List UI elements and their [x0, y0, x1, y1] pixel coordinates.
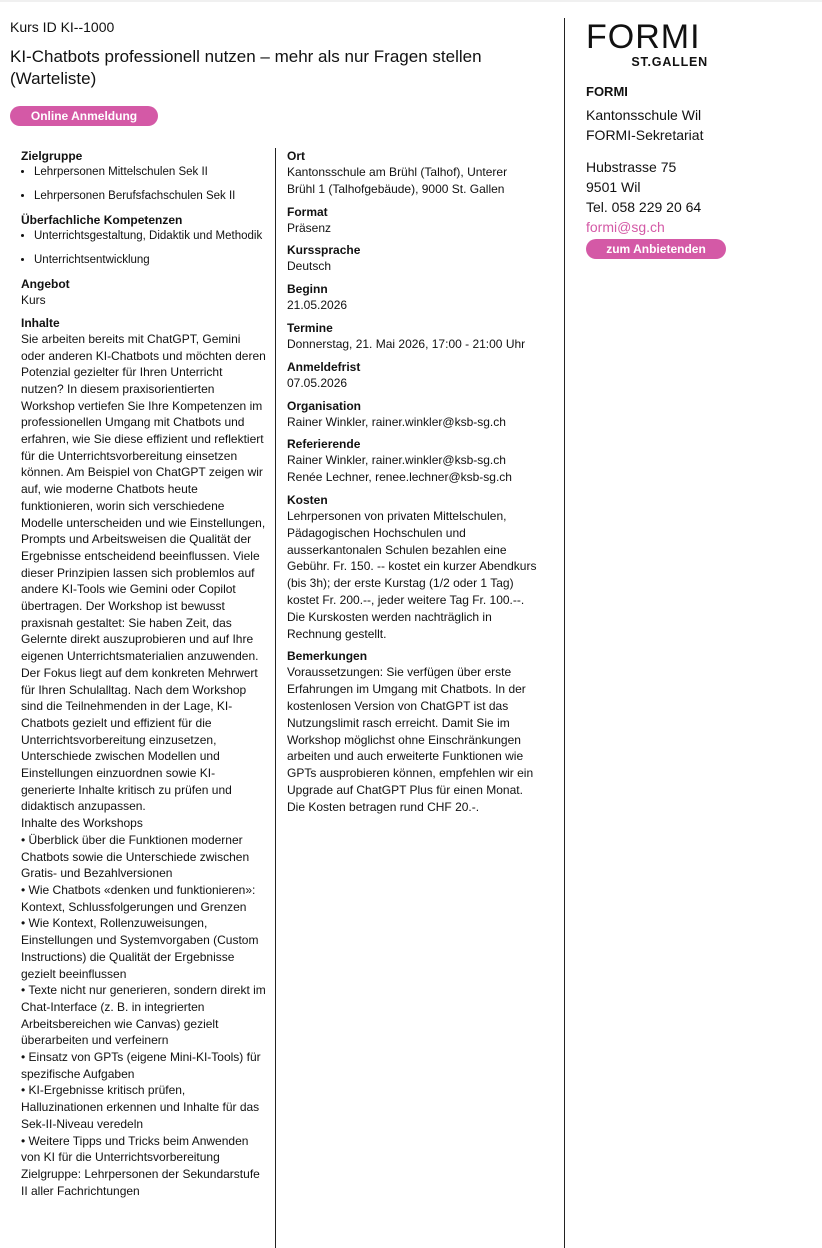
speakers-label: Referierende	[287, 437, 361, 452]
competences-list	[21, 228, 267, 268]
start-label: Beginn	[287, 282, 328, 297]
speaker-item: Rainer Winkler, rainer.winkler@ksb-sg.ch	[287, 453, 506, 468]
dates-label: Termine	[287, 320, 333, 335]
right-column	[287, 148, 537, 822]
online-registration-button[interactable]: Online Anmeldung	[10, 106, 158, 126]
course-details	[10, 148, 562, 1248]
content-intro: Sie arbeiten bereits mit ChatGPT, Gemini oder anderen KI-Chatbots und möchten deren Potenzial gezielter für Ihren Unterricht nutzen? In diesem praxisorientierten Workshop vertiefen Sie Ihre Kompetenzen im professionellen Umgang mit Chatbots und erfahren, wie Sie diese effizient und reflektiert für die Unterrichtsvorbereitung einsetzen können. Am Beispiel von ChatGPT zeigen wir auf, wie moderne Chatbots heute funktionieren, worin sich verschiedene Modelle unterscheiden und wie Einstellungen, Prompts und Arbeitsweisen die Qualität der Ergebnisse entscheidend beeinflussen. Viele dieser Prinzipien lassen sich problemlos auf andere KI-Tools wie Gemini oder Copilot übertragen. Der Workshop ist bewusst praxisnah gestaltet: Sie haben Zeit, das Gelernte direkt auszuprobieren und auf Ihre eigenen Unterrichtsmaterialien anzuwenden. Der Fokus liegt auf dem konkreten Mehrwert für Ihren Schulalltag. Nach dem Workshop sind die Teilnehmenden in der Lage, KI-Chatbots gezielt und effizient für die Unterrichtsvorbereitung einzusetzen, Unterschiede zwischen Modellen und Einstellungen einzuordnen sowie KI-generierte Inhalte kritisch zu prüfen und didaktisch anzupassen.	[21, 331, 266, 814]
organisation-label: Organisation	[287, 398, 362, 413]
provider-name: FORMI	[586, 84, 628, 99]
workshop-point: • KI-Ergebnisse kritisch prüfen, Halluzinationen erkennen und Inhalte für das Sek-II-Niveau veredeln	[21, 1083, 260, 1131]
content-label: Inhalte	[21, 315, 60, 330]
format-value: Präsenz	[287, 220, 332, 235]
offer-label: Angebot	[21, 277, 70, 291]
remarks-value: Voraussetzungen: Sie verfügen über erste Erfahrungen im Umgang mit Chatbots. In der kostenlosen Version von ChatGPT ist das Nutzungslimit rasch erreicht. Damit Sie im Workshop möglichst ohne Einschränkungen arbeiten und auch erweiterte Funktionen wie GPTs ausprobieren können, empfehlen wir ein Upgrade auf ChatGPT Plus für einen Monat. Die Kosten betragen rund CHF 20.-.	[287, 665, 534, 814]
list-item: • Unterrichtsgestaltung, Didaktik und Methodik	[34, 228, 267, 244]
costs-value: Lehrpersonen von privaten Mittelschulen, Pädagogischen Hochschulen und ausserkantonalen Schulen bezahlen eine Gebühr. Fr. 150. -- kostet ein kurzer Abendkurs (bis 3h); der erste Kurstag (1/2 oder 1 Tag) kostet Fr. 200.--, jeder weitere Tag Fr. 100.--. Die Kurskosten werden nachträglich in Rechnung gestellt.	[287, 508, 537, 641]
organisation-value: Rainer Winkler, rainer.winkler@ksb-sg.ch	[287, 414, 506, 429]
logo-wordmark: FORMI	[586, 18, 701, 56]
left-column	[21, 148, 267, 1205]
deadline-value: 07.05.2026	[287, 375, 348, 390]
start-value: 21.05.2026	[287, 298, 348, 313]
language-value: Deutsch	[287, 259, 332, 274]
location-value: Kantonsschule am Brühl (Talhof), Unterer Brühl 1 (Talhofgebäude), 9000 St. Gallen	[287, 165, 508, 196]
dates-value: Donnerstag, 21. Mai 2026, 17:00 - 21:00 Uhr	[287, 336, 526, 351]
workshop-heading: Inhalte des Workshops	[21, 816, 143, 831]
offer-value: Kurs	[21, 293, 46, 307]
speaker-item: Renée Lechner, renee.lechner@ksb-sg.ch	[287, 470, 512, 485]
list-item: • Lehrpersonen Berufsfachschulen Sek II	[34, 188, 267, 204]
list-item: • Unterrichtsentwicklung	[34, 252, 267, 268]
provider-phone: Tel. 058 229 20 64	[586, 199, 702, 215]
target-group-label: Zielgruppe	[21, 149, 83, 163]
competences-label: Überfachliche Kompetenzen	[21, 213, 183, 227]
course-id: Kurs ID KI--1000	[10, 19, 115, 35]
sidebar-divider	[564, 18, 565, 1248]
logo-subtitle: ST.GALLEN	[631, 55, 708, 69]
top-border	[0, 0, 822, 2]
costs-label: Kosten	[287, 492, 328, 507]
provider-sidebar	[586, 20, 786, 259]
workshop-point: • Wie Kontext, Rollenzuweisungen, Einstellungen und Systemvorgaben (Custom Instructions) die Qualität der Ergebnisse gezielt beeinflussen	[21, 916, 259, 981]
location-label: Ort	[287, 149, 305, 163]
provider-street: Hubstrasse 75	[586, 159, 677, 175]
target-group-footer: Zielgruppe: Lehrpersonen der Sekundarstufe II aller Fachrichtungen	[21, 1166, 260, 1198]
page-title: KI-Chatbots professionell nutzen – mehr als nur Fragen stellen (Warteliste)	[10, 47, 482, 88]
provider-button[interactable]: zum Anbietenden	[586, 239, 726, 259]
provider-email-link[interactable]: formi@sg.ch	[586, 219, 665, 235]
workshop-point: • Wie Chatbots «denken und funktionieren»: Kontext, Schlussfolgerungen und Grenzen	[21, 883, 256, 914]
workshop-point: • Einsatz von GPTs (eigene Mini-KI-Tools) für spezifische Aufgaben	[21, 1050, 261, 1081]
format-label: Format	[287, 204, 328, 219]
workshop-point: • Weitere Tipps und Tricks beim Anwenden von KI für die Unterrichtsvorbereitung	[21, 1133, 249, 1165]
workshop-point: • Texte nicht nur generieren, sondern direkt im Chat-Interface (z. B. in integrierten Arbeitsbereichen wie Canvas) gezielt überarbeiten und verfeinern	[21, 983, 266, 1048]
language-label: Kurssprache	[287, 243, 361, 258]
deadline-label: Anmeldefrist	[287, 359, 361, 374]
remarks-label: Bemerkungen	[287, 649, 368, 664]
list-item: • Lehrpersonen Mittelschulen Sek II	[34, 164, 267, 180]
workshop-point: • Überblick über die Funktionen moderner Chatbots sowie die Unterschiede zwischen Gratis- und Bezahlversionen	[21, 832, 250, 881]
formi-logo	[586, 20, 786, 70]
provider-city: 9501 Wil	[586, 179, 641, 195]
provider-school: Kantonsschule Wil	[586, 107, 702, 123]
provider-office: FORMI-Sekretariat	[586, 127, 704, 143]
column-divider	[275, 148, 276, 1248]
course-header	[10, 18, 562, 126]
target-group-list	[21, 164, 267, 204]
